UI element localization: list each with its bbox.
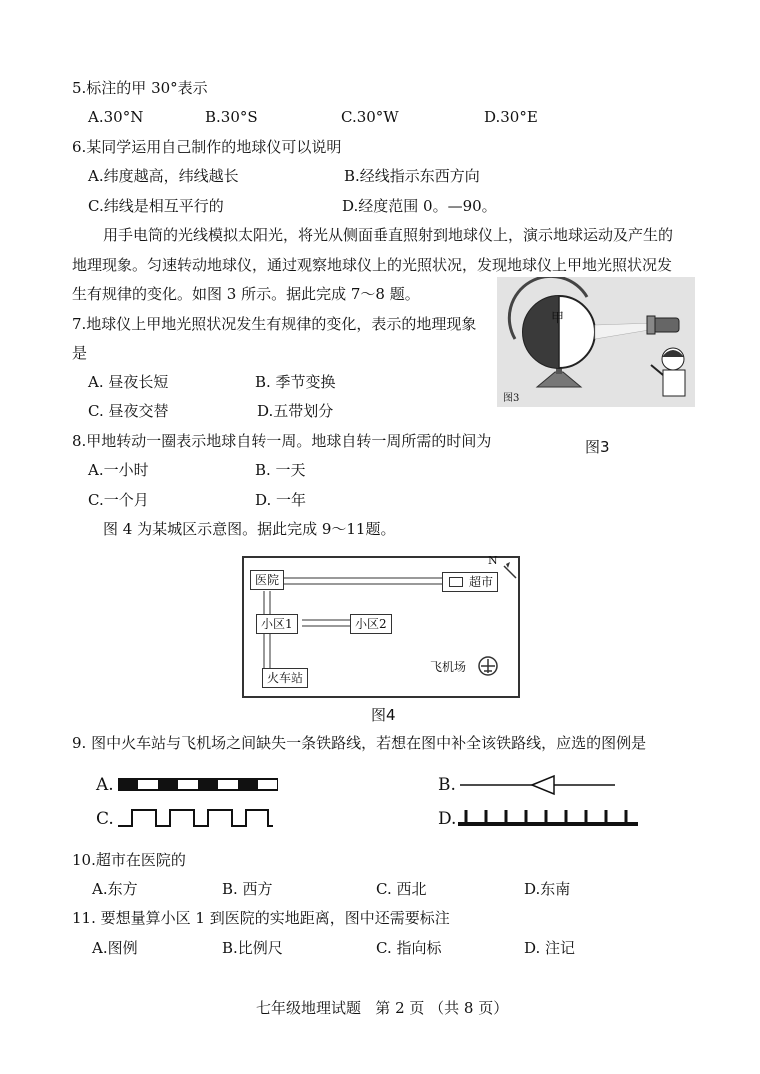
legend-c-square-wave bbox=[118, 806, 273, 830]
legend-a-dashed-railway bbox=[118, 778, 278, 792]
map-community1: 小区1 bbox=[256, 614, 298, 634]
q5-option-b: B.30°S bbox=[205, 108, 258, 126]
map-hospital: 医院 bbox=[250, 570, 284, 590]
q6-option-c: C.纬线是相互平行的 bbox=[88, 197, 224, 215]
q11-option-a: A.图例 bbox=[92, 939, 138, 957]
passage1-line2: 地理现象。匀速转动地球仪，通过观察地球仪上的光照状况，发现地球仪上甲地光照状况发 bbox=[72, 256, 673, 274]
page-footer: 七年级地理试题 第 2 页 （共 8 页） bbox=[256, 999, 509, 1017]
map-train-station: 火车站 bbox=[262, 668, 308, 688]
q6-option-d: D.经度范围 0。—90。 bbox=[342, 197, 497, 215]
q10-option-b: B. 西方 bbox=[222, 880, 273, 898]
figure4-caption: 图4 bbox=[371, 706, 396, 724]
q8-option-a: A.一小时 bbox=[88, 461, 149, 479]
q6-option-b: B.经线指示东西方向 bbox=[344, 167, 480, 185]
figure4-map bbox=[242, 556, 520, 698]
q8-option-d: D. 一年 bbox=[255, 491, 307, 509]
map-community2: 小区2 bbox=[350, 614, 392, 634]
q11-option-b: B.比例尺 bbox=[222, 939, 283, 957]
q10-option-d: D.东南 bbox=[524, 880, 571, 898]
q5-option-d: D.30°E bbox=[484, 108, 538, 126]
supermarket-icon bbox=[449, 577, 463, 587]
map-supermarket: 超市 bbox=[442, 572, 498, 592]
figure3-globe-label: 甲 bbox=[551, 311, 565, 326]
q9-option-c-letter: C. bbox=[96, 809, 114, 829]
q7-option-b: B. 季节变换 bbox=[255, 373, 336, 391]
passage1-line3: 生有规律的变化。如图 3 所示。据此完成 7～8 题。 bbox=[72, 285, 420, 303]
q5-option-a: A.30°N bbox=[88, 108, 144, 126]
q10-option-a: A.东方 bbox=[92, 880, 138, 898]
q11-option-d: D. 注记 bbox=[524, 939, 576, 957]
q9-option-b-letter: B. bbox=[438, 775, 456, 795]
map-airport: 飞机场 bbox=[430, 660, 467, 674]
legend-b-arrow-line bbox=[460, 774, 615, 796]
q6-stem: 6.某同学运用自己制作的地球仪可以说明 bbox=[72, 138, 342, 156]
q9-option-a-letter: A. bbox=[96, 775, 114, 795]
north-arrow-label: N bbox=[488, 554, 498, 567]
figure3-inner-caption: 图3 bbox=[503, 393, 520, 404]
q7-option-a: A. 昼夜长短 bbox=[88, 373, 169, 391]
q11-option-c: C. 指向标 bbox=[376, 939, 442, 957]
passage1-line1: 用手电筒的光线模拟太阳光，将光从侧面垂直照射到地球仪上，演示地球运动及产生的 bbox=[103, 226, 674, 244]
legend-d-tick-line bbox=[458, 804, 638, 828]
q9-option-d-letter: D. bbox=[438, 809, 457, 829]
q5-stem: 5.标注的甲 30°表示 bbox=[72, 79, 208, 97]
q6-option-a: A.纬度越高，纬线越长 bbox=[88, 167, 239, 185]
q7-option-d: D.五带划分 bbox=[257, 402, 334, 420]
q5-option-c: C.30°W bbox=[341, 108, 399, 126]
figure3-globe-illustration bbox=[497, 277, 695, 407]
q7-option-c: C. 昼夜交替 bbox=[88, 402, 169, 420]
q9-stem: 9. 图中火车站与飞机场之间缺失一条铁路线，若想在图中补全该铁路线，应选的图例是 bbox=[72, 734, 647, 752]
q7-stem-line1: 7.地球仪上甲地光照状况发生有规律的变化，表示的地理现象 bbox=[72, 315, 477, 333]
q10-option-c: C. 西北 bbox=[376, 880, 427, 898]
q8-option-b: B. 一天 bbox=[255, 461, 306, 479]
q8-option-c: C.一个月 bbox=[88, 491, 149, 509]
figure3-caption: 图3 bbox=[585, 438, 610, 456]
q7-stem-line2: 是 bbox=[72, 344, 88, 362]
q11-stem: 11. 要想量算小区 1 到医院的实地距离，图中还需要标注 bbox=[72, 909, 450, 927]
q8-stem: 8.甲地转动一圈表示地球自转一周。地球自转一周所需的时间为 bbox=[72, 432, 492, 450]
q10-stem: 10.超市在医院的 bbox=[72, 851, 186, 869]
passage2: 图 4 为某城区示意图。据此完成 9～11题。 bbox=[103, 520, 396, 538]
